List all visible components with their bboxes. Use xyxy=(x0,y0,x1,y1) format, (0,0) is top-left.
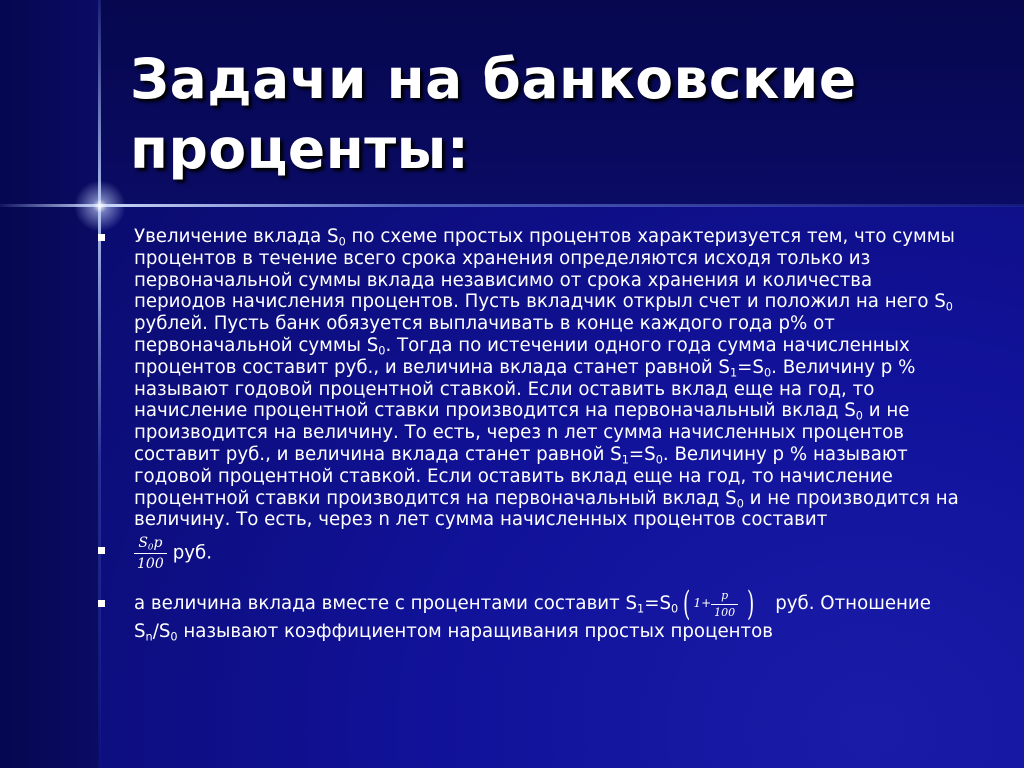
bullet-item-3 xyxy=(134,584,964,644)
interest-fraction-formula: $\frac{S_0p}{100}$ xyxy=(134,535,167,572)
slide-title: Задачи на банковские проценты: xyxy=(130,47,857,181)
vertical-light-line xyxy=(98,0,101,768)
bullet-item-1 xyxy=(134,226,964,531)
bullet-item-2 xyxy=(134,535,964,585)
left-band xyxy=(0,0,100,768)
fraction-bar xyxy=(711,604,738,605)
growth-factor-formula: ( 1+ $\frac{p}{100}$ ) xyxy=(683,584,755,625)
bullet-square-icon xyxy=(98,234,105,241)
slide-content xyxy=(134,226,964,643)
bullet-3-text: а величина вклада вместе с процентами составит $S_1=S_0$ ( 1+ $\frac{p}{100}$ ) руб. Отношение $S_n/S_0$ называют коэффициентом наращивания простых процентов xyxy=(134,584,931,644)
bullet-1-text: Увеличение вклада $S_0$ по схеме простых процентов характеризуется тем, что суммы процентов в течение всего срока хранения определяются исходя только из первоначальной суммы вклада независимо от срока хранения и количества периодов начисления процентов. Пусть вкладчик открыл счет и положил на него $S_0$ рублей. Пусть банк обязуется выплачивать в конце каждого года р% от первоначальной суммы $S_0$. Тогда по истечении одного года сумма начисленных процентов составит руб., и величина вклада станет равной $S_1=S_0$. Величину р % называют годовой процентной ставкой. Если оставить вклад еще на год, то начисление процентной ставки производится на первоначальный вклад $S_0$ и не производится на величину. То есть, через n лет сумма начисленных процентов составит руб., и величина вклада станет равной $S_1=S_0$. Величину р % называют годовой процентной ставкой. Если оставить вклад еще на год, то начисление процентной ставки производится на первоначальный вклад $S_0$ и не производится на величину. То есть, через n лет сумма начисленных процентов составит xyxy=(134,226,959,531)
bullet-square-icon xyxy=(98,547,105,554)
bullet-square-icon xyxy=(98,600,105,607)
sparkle-icon xyxy=(72,178,128,234)
bullet-2-text: руб. xyxy=(172,542,213,564)
fraction-bar xyxy=(134,553,167,554)
horizontal-light-line xyxy=(0,204,1024,207)
